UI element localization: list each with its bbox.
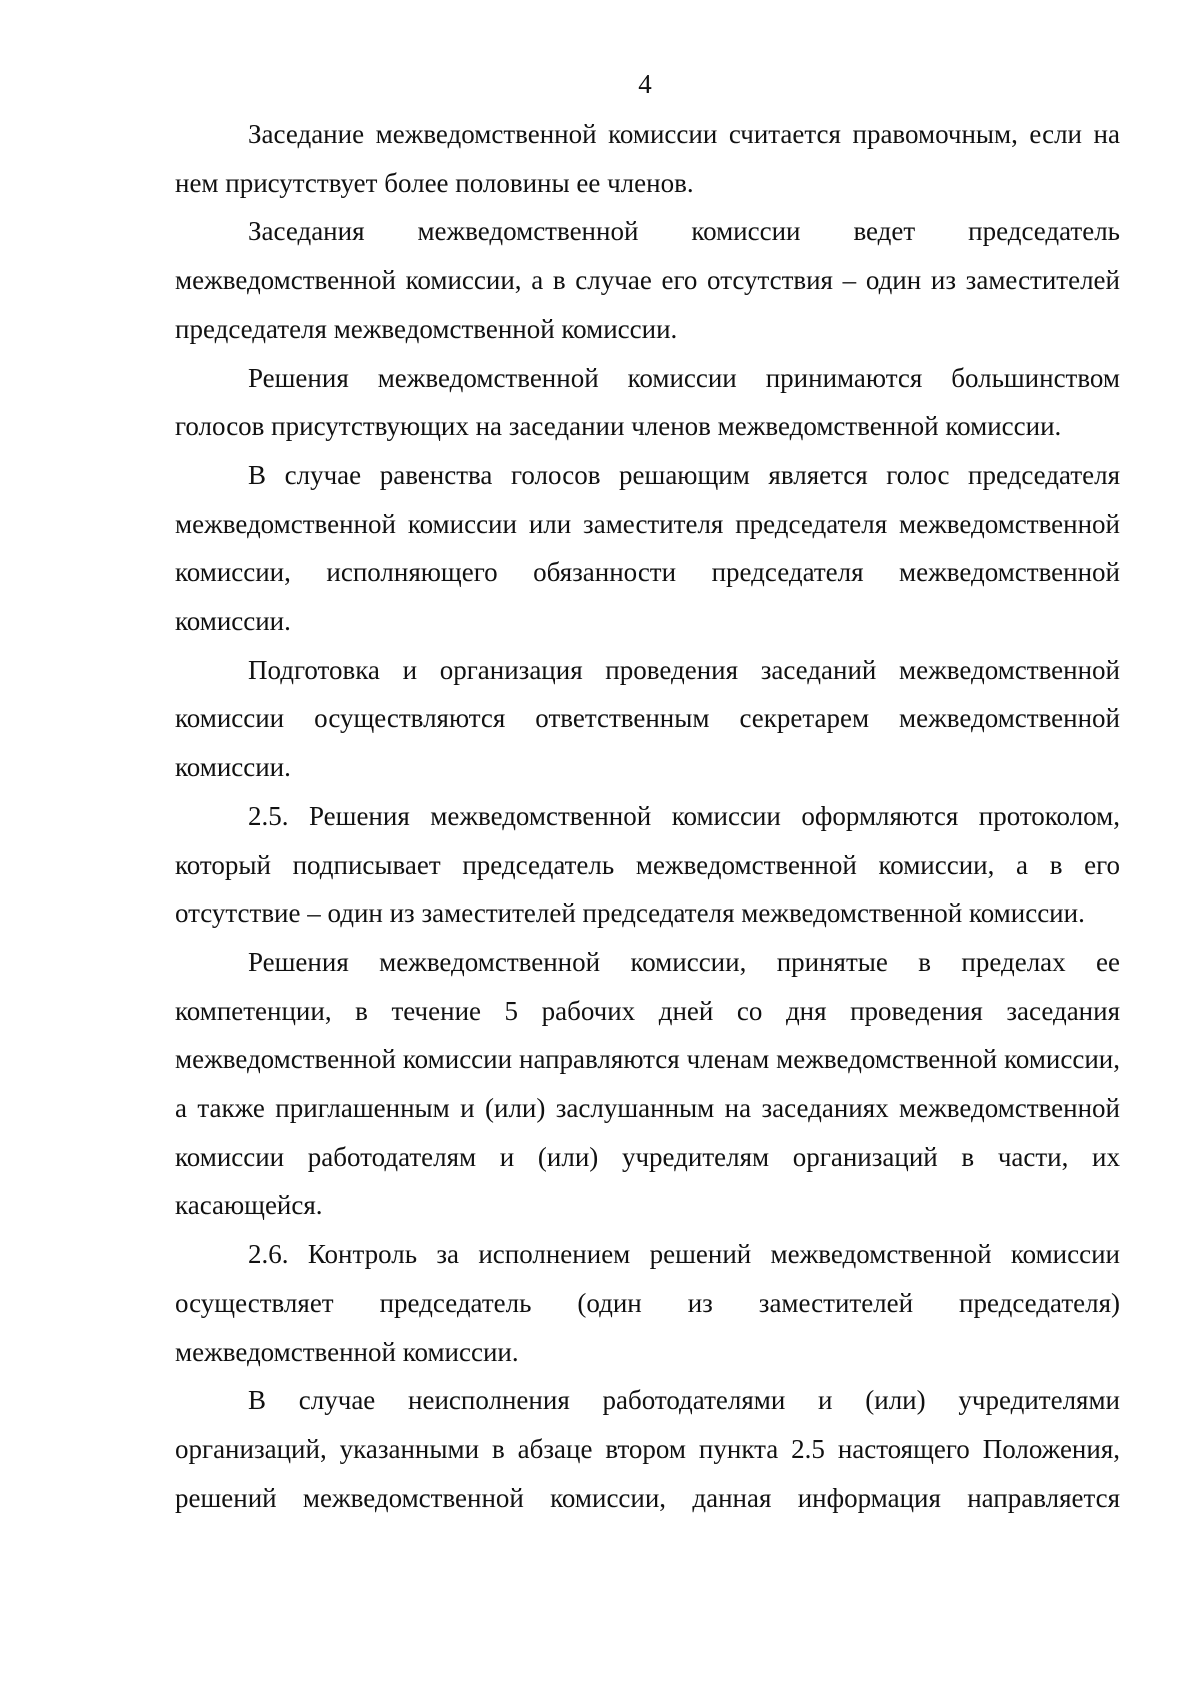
paragraph-2-6-control: 2.6. Контроль за исполнением решений межведомственной комиссии осуществляет председатель (один из заместителей председателя) межведомственной комиссии. (175, 1239, 1120, 1367)
paragraph-meeting-chair: Заседания межведомственной комиссии ведет председатель межведомственной комиссии, а в случае его отсутствия – один из заместителей председателя межведомственной комиссии. (175, 216, 1120, 344)
paragraph-decisions-distribution: Решения межведомственной комиссии, принятые в пределах ее компетенции, в течение 5 рабочих дней со дня проведения заседания межведомственной комиссии направляются членам межведомственной комиссии, а также приглашенным и (или) заслушанным на заседаниях межведомственной комиссии работодателям и (или) учредителям организаций в части, их касающейся. (175, 946, 1120, 1221)
paragraph-non-compliance: В случае неисполнения работодателями и (или) учредителями организаций, указанными в абзаце втором пункта 2.5 настоящего Положения, решений межведомственной комиссии, данная информация направляется (175, 1385, 1120, 1513)
paragraph-2-5-protocol: 2.5. Решения межведомственной комиссии оформляются протоколом, который подписывает председатель межведомственной комиссии, а в его отсутствие – один из заместителей председателя межведомственной комиссии. (175, 800, 1120, 929)
paragraph-quorum: Заседание межведомственной комиссии считается правомочным, если на нем присутствует более половины ее членов. (175, 119, 1120, 198)
paragraph-tie-vote: В случае равенства голосов решающим является голос председателя межведомственной комиссии или заместителя председателя межведомственной комиссии, исполняющего обязанности председателя межведомственной комиссии. (175, 459, 1120, 637)
page-number: 4 (638, 69, 652, 99)
paragraph-preparation: Подготовка и организация проведения заседаний межведомственной комиссии осуществляются ответственным секретарем межведомственной комиссии. (175, 654, 1120, 783)
paragraph-decisions-majority: Решения межведомственной комиссии принимаются большинством голосов присутствующих на заседании членов межведомственной комиссии. (175, 362, 1120, 442)
document-body (175, 110, 1120, 1522)
